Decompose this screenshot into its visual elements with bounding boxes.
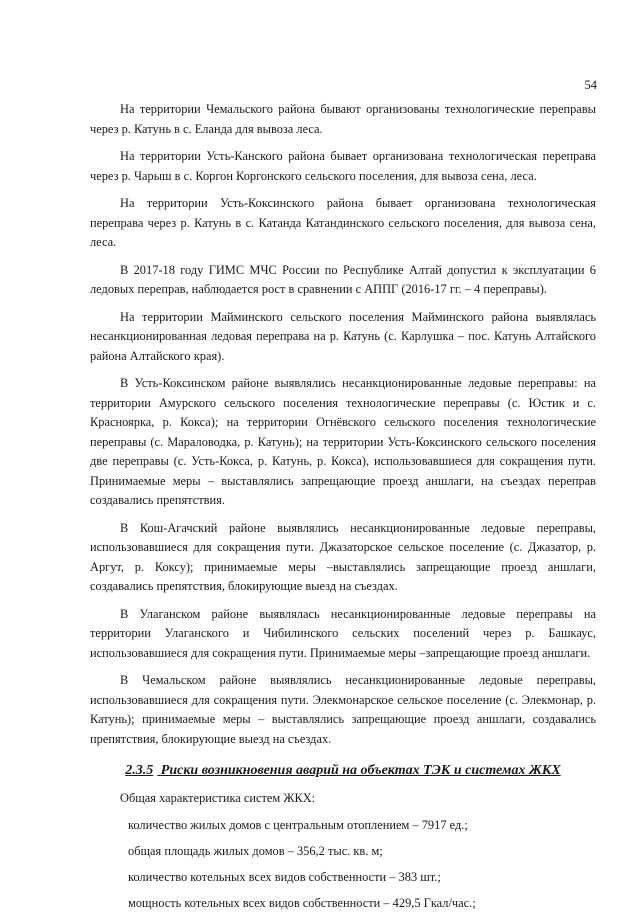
paragraph: На территории Усть-Канского района бывает организована технологическая переправа через р. Чарыш в с. Коргон Коргонского сельского поселения, для вывоза сена, леса. xyxy=(90,149,596,183)
list-item: мощность котельных всех видов собственности – 429,5 Гкал/час.; xyxy=(128,895,476,910)
paragraph: В Чемальском районе выявлялись несанкционированные ледовые переправы, использовавшиеся для сокращения пути. Элекмонарское сельское поселение (с. Элекмонар, р. Катунь); принимаемые меры – выставлялись запрещающие проезд аншлаги, создавались препятствия, блокирующие выезд на съездах. xyxy=(90,673,596,746)
body-text xyxy=(90,100,596,919)
list-item: количество жилых домов с центральным отоплением – 7917 ед.; xyxy=(128,817,468,832)
section-heading xyxy=(90,761,596,781)
paragraph: В Улаганском районе выявлялась несанкционированные ледовые переправы на территории Улаганского и Чибилинского сельских поселений через р. Башкаус, использовавшиеся для сокращения пути. Принимаемые меры –запрещающие проезд аншлаги. xyxy=(90,606,596,660)
section-number: 2.3.5 xyxy=(125,763,154,778)
paragraph: В Усть-Коксинском районе выявлялись несанкционированные ледовые переправы: на территории Амурского сельского поселения технологические переправы (с. Юстик и с. Красноярка, р. Кокса); на территории Огнёвского сельского поселения технологические переправы (с. Мараловодка, р. Катунь); на территории Усть-Коксинского сельского поселения две переправы (с. Усть-Кокса, р. Катунь, р. Кокса), использовавшиеся для сокращения пути. Принимаемые меры – выставлялись запрещающие проезд аншлаги, на съездах переправ создавались препятствия. xyxy=(90,376,596,507)
section-title: Риски возникновения аварий на объектах ТЭК и системах ЖКХ xyxy=(160,763,561,778)
list-intro: Общая характеристика систем ЖКХ: xyxy=(120,791,316,805)
paragraph: На территории Майминского сельского поселения Майминского района выявлялась несанкционированная ледовая переправа на р. Катунь (с. Карлушка – пос. Катунь Алтайского района Алтайского края). xyxy=(90,309,596,363)
list-item: количество котельных всех видов собственности – 383 шт.; xyxy=(128,869,441,884)
paragraph: На территории Чемальского района бывают организованы технологические переправы через р. Катунь в с. Еланда для вывоза леса. xyxy=(90,102,596,136)
list-item: общая площадь жилых домов – 356,2 тыс. кв. м; xyxy=(128,843,383,858)
paragraph: В 2017-18 году ГИМС МЧС России по Республике Алтай допустил к эксплуатации 6 ледовых переправ, наблюдается рост в сравнении с АППГ (2016-17 гг. – 4 переправы). xyxy=(90,262,596,296)
paragraph: В Кош-Агачский районе выявлялись несанкционированные ледовые переправы, использовавшиеся для сокращения пути. Джазаторское сельское поселение (с. Джазатор, р. Аргут, р. Коксу); принимаемые меры –выставлялись запрещающие проезд аншлаги, создавались препятствия, блокирующие выезд на съездах. xyxy=(90,520,596,593)
page-number: 54 xyxy=(584,78,597,92)
paragraph: На территории Усть-Коксинского района бывает организована технологическая переправа через р. Катунь в с. Катанда Катандинского сельского поселения, для вывоза сена, леса. xyxy=(90,196,596,249)
